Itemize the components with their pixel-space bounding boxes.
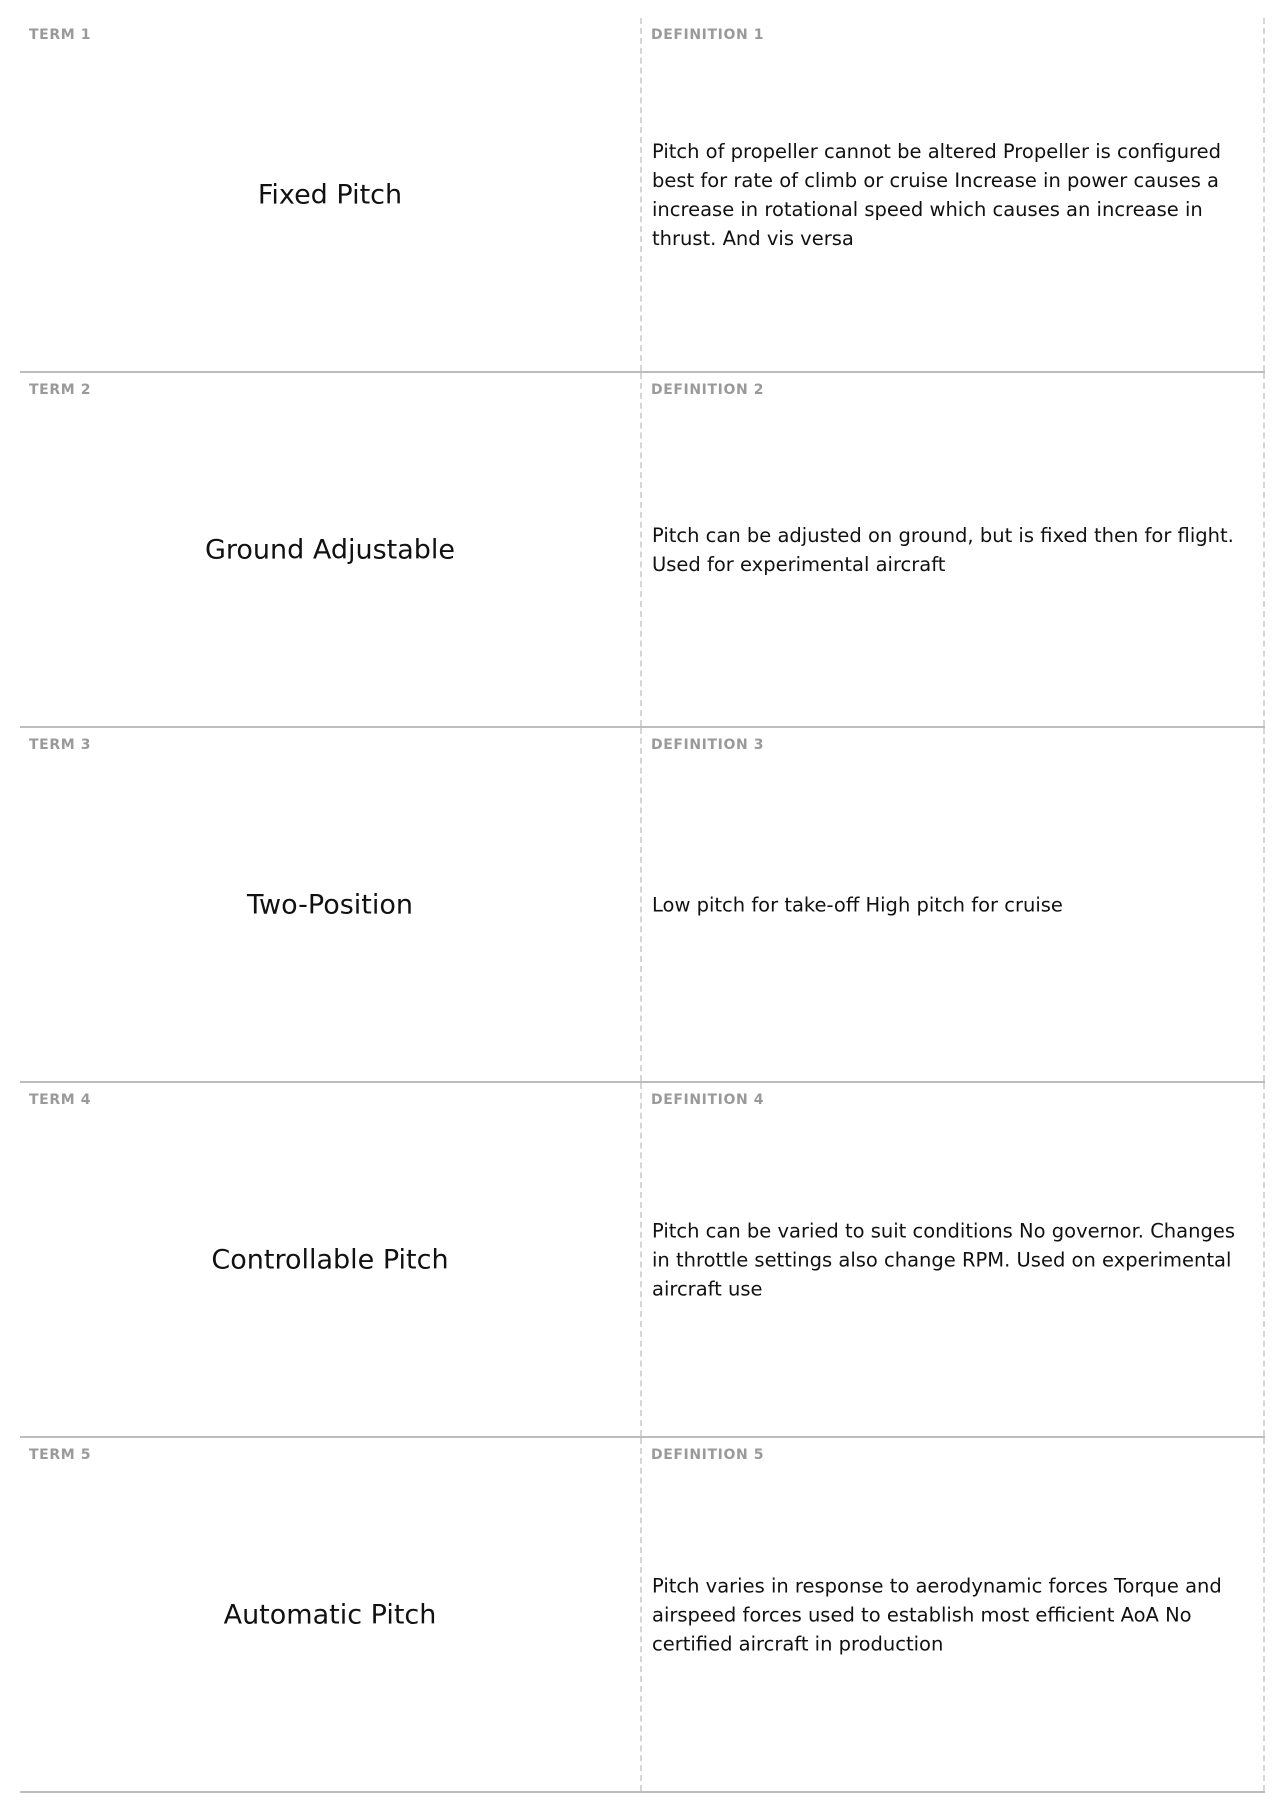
flashcard-sheet bbox=[20, 18, 1265, 1793]
definition-text: Pitch can be adjusted on ground, but is fixed then for flight. Used for experimental aircraft bbox=[652, 523, 1234, 576]
card-row-3 bbox=[20, 728, 1265, 1083]
definition-text: Pitch of propeller cannot be altered Propeller is configured best for rate of climb or cruise Increase in power causes a increase in rotational speed which causes an increase in thrust. And vis versa bbox=[652, 139, 1222, 250]
definition-text: Pitch can be varied to suit conditions No governor. Changes in throttle settings also change RPM. Used on experimental aircraft use bbox=[652, 1219, 1236, 1300]
term-text: Automatic Pitch bbox=[223, 1599, 437, 1630]
term-text: Ground Adjustable bbox=[204, 534, 456, 565]
card-row-5 bbox=[20, 1438, 1265, 1793]
term-cell-1 bbox=[20, 18, 642, 371]
definition-label: DEFINITION 1 bbox=[651, 27, 765, 43]
definition-label: DEFINITION 4 bbox=[651, 1092, 765, 1108]
definition-text: Pitch varies in response to aerodynamic forces Torque and airspeed forces used to establish most efficient AoA No certified aircraft in production bbox=[652, 1574, 1222, 1655]
definition-text: Low pitch for take-off High pitch for cruise bbox=[652, 893, 1063, 916]
definition-label: DEFINITION 3 bbox=[651, 737, 765, 753]
term-text: Controllable Pitch bbox=[211, 1244, 449, 1275]
term-text: Two-Position bbox=[247, 889, 413, 920]
term-cell-4 bbox=[20, 1083, 642, 1436]
definition-cell-3 bbox=[642, 728, 1265, 1081]
definition-cell-2 bbox=[642, 373, 1265, 726]
term-text: Fixed Pitch bbox=[257, 179, 403, 210]
term-label: TERM 2 bbox=[29, 382, 92, 398]
card-row-2 bbox=[20, 373, 1265, 728]
definition-cell-4 bbox=[642, 1083, 1265, 1436]
term-label: TERM 4 bbox=[29, 1092, 92, 1108]
term-cell-3 bbox=[20, 728, 642, 1081]
term-cell-2 bbox=[20, 373, 642, 726]
card-row-1 bbox=[20, 18, 1265, 373]
term-cell-5 bbox=[20, 1438, 642, 1791]
definition-label: DEFINITION 2 bbox=[651, 382, 765, 398]
definition-label: DEFINITION 5 bbox=[651, 1447, 765, 1463]
term-label: TERM 3 bbox=[29, 737, 92, 753]
card-row-4 bbox=[20, 1083, 1265, 1438]
definition-cell-1 bbox=[642, 18, 1265, 371]
definition-cell-5 bbox=[642, 1438, 1265, 1791]
term-label: TERM 5 bbox=[29, 1447, 92, 1463]
term-label: TERM 1 bbox=[29, 27, 92, 43]
